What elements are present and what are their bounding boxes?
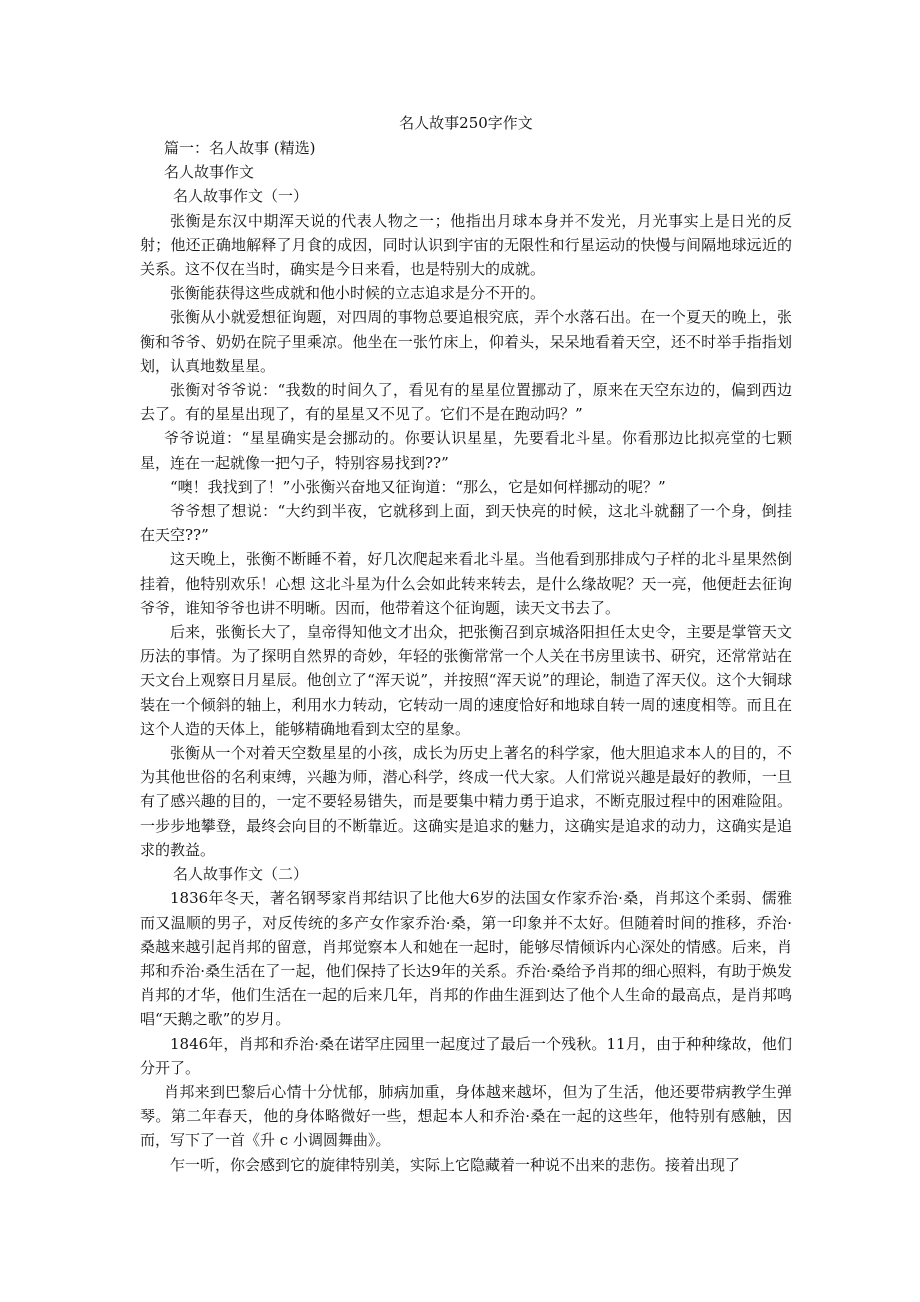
subheading: 名人故事作文 [164,163,255,182]
paragraph: 张衡能获得这些成就和他小时候的立志追求是分不开的。 [170,284,546,303]
paragraph: 乍一听，你会感到它的旋律特别美，实际上它隐藏着一种说不出来的悲伤。接着出现了 [170,1155,741,1174]
paragraph: 张衡从一个对着天空数星星的小孩，成长为历史上著名的科学家，他大胆追求本人的目的，不为其他世俗的名利束缚，兴趣为师，潜心科学，终成一代大家。人们常说兴趣是最好的教师，一旦有了感兴趣的目的，一定不要轻易错失，而是要集中精力勇于追求，不断克服过程中的困难险阻。一步步地攀登，最终会向目的不断靠近。这确实是追求的魅力，这确实是追求的动力，这确实是追求的教益。 [140,744,792,859]
document-title: 名人故事250字作文 [399,114,533,132]
paragraph: 肖邦来到巴黎后心情十分忧郁，肺病加重，身体越来越坏，但为了生活，他还要带病教学生弹琴。第二年春天，他的身体略微好一些，想起本人和乔治·桑在一起的这些年，他特别有感触，因而，写下了一首《升 c 小调圆舞曲》。 [140,1082,792,1150]
paragraph: 爷爷想了想说：“大约到半夜，它就移到上面，到天快亮的时候，这北斗就翻了一个身，倒挂在天空??” [140,502,792,545]
paragraph: 1846年，肖邦和乔治·桑在诺罕庄园里一起度过了最后一个残秋。11月，由于种种缘故，他们分开了。 [140,1034,792,1077]
paragraph: 这天晚上，张衡不断睡不着，好几次爬起来看北斗星。当他看到那排成勺子样的北斗星果然倒挂着，他特别欢乐！心想 这北斗星为什么会如此转来转去，是什么缘故呢？天一亮，他便赶去征询爷爷，谁知爷爷也讲不明晰。因而，他带着这个征询题，读天文书去了。 [140,550,792,617]
paragraph: “噢！我找到了！”小张衡兴奋地又征询道：“那么，它是如何样挪动的呢？” [170,477,666,496]
paragraph: 后来，张衡长大了，皇帝得知他文才出众，把张衡召到京城洛阳担任太史令，主要是掌管天文历法的事情。为了探明自然界的奇妙，年轻的张衡常常一个人关在书房里读书、研究，还常常站在天文台上观察日月星辰。他创立了“浑天说”，并按照“浑天说”的理论，制造了浑天仪。这个大铜球装在一个倾斜的轴上，利用水力转动，它转动一周的速度恰好和地球自转一周的速度相等。而且在这个人造的天体上，能够精确地看到太空的星象。 [140,623,792,738]
part1-heading: 名人故事作文（一） [173,187,309,206]
paragraph: 1836年冬天，著名钢琴家肖邦结识了比他大6岁的法国女作家乔治·桑，肖邦这个柔弱、儒雅而又温顺的男子，对反传统的多产女作家乔治·桑，第一印象并不太好。但随着时间的推移，乔治·桑越来越引起肖邦的留意，肖邦觉察本人和她在一起时，能够尽情倾诉内心深处的情感。后来，肖邦和乔治·桑生活在了一起，他们保持了长达9年的关系。乔治·桑给予肖邦的细心照料，有助于焕发肖邦的才华，他们生活在一起的后来几年，肖邦的作曲生涯到达了他个人生命的最高点，是肖邦鸣唱“天鹅之歌”的岁月。 [140,889,792,1029]
paragraph: 张衡从小就爱想征询题，对四周的事物总要追根究底，弄个水落石出。在一个夏天的晚上，张衡和爷爷、奶奶在院子里乘凉。他坐在一张竹床上，仰着头，呆呆地看着天空，还不时举手指指划划，认真地数星星。 [140,308,792,375]
section-heading: 篇一：名人故事 (精选) [164,139,316,157]
part2-heading: 名人故事作文（二） [173,865,309,884]
document-page [140,112,792,1177]
paragraph: 张衡对爷爷说：“我数的时间久了，看见有的星星位置挪动了，原来在天空东边的，偏到西边去了。有的星星出现了，有的星星又不见了。它们不是在跑动吗？” [140,381,792,424]
paragraph: 张衡是东汉中期浑天说的代表人物之一；他指出月球本身并不发光，月光事实上是日光的反射；他还正确地解释了月食的成因，同时认识到宇宙的无限性和行星运动的快慢与间隔地球远近的关系。这不仅在当时，确实是今日来看，也是特别大的成就。 [140,211,792,279]
paragraph: 爷爷说道：“星星确实是会挪动的。你要认识星星，先要看北斗星。你看那边比拟亮堂的七颗星，连在一起就像一把勺子，特别容易找到??” [140,429,792,472]
